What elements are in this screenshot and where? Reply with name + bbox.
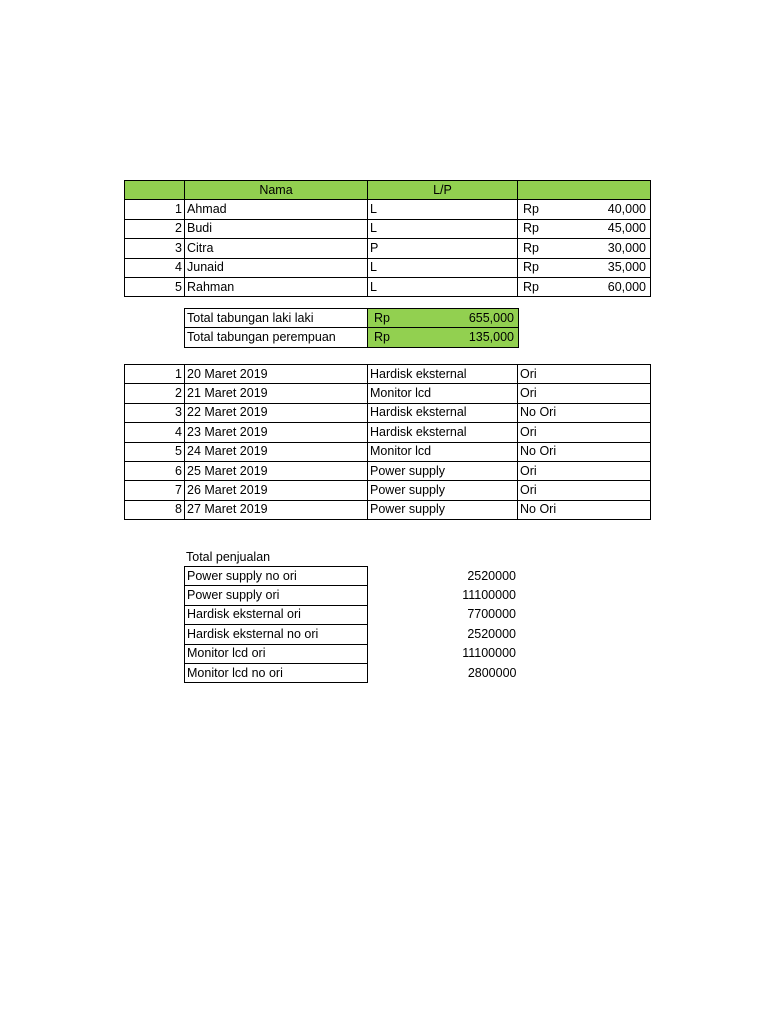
name-cell: Ahmad: [185, 200, 368, 219]
table-row: [125, 200, 651, 219]
table-row: [125, 365, 651, 384]
status-cell: Ori: [518, 423, 651, 442]
row-number: 7: [125, 481, 185, 500]
table-row: [185, 605, 519, 624]
row-number: 6: [125, 461, 185, 480]
table-row: [185, 625, 519, 644]
currency-label: Rp: [523, 221, 539, 236]
row-number: 3: [125, 403, 185, 422]
total-label: Total tabungan laki laki: [185, 309, 368, 328]
name-cell: Junaid: [185, 258, 368, 277]
amount-value: 30,000: [607, 240, 646, 255]
date-cell: 22 Maret 2019: [185, 403, 368, 422]
total-amount-cell: [368, 309, 519, 328]
currency-label: Rp: [523, 202, 539, 217]
date-cell: 20 Maret 2019: [185, 365, 368, 384]
gender-cell: L: [368, 200, 518, 219]
amount-cell: [518, 277, 651, 296]
amount-value: 40,000: [607, 202, 646, 217]
table-row: [125, 258, 651, 277]
status-cell: No Ori: [518, 403, 651, 422]
table-row: [125, 461, 651, 480]
row-number: 4: [125, 423, 185, 442]
sales-table: [124, 364, 651, 520]
amount-cell: [518, 239, 651, 258]
header-lp: L/P: [368, 181, 518, 200]
amount-value: 35,000: [607, 260, 646, 275]
amount-cell: [518, 200, 651, 219]
sales-total-value: 7700000: [467, 607, 516, 622]
table-row: [125, 500, 651, 519]
row-number: 8: [125, 500, 185, 519]
name-cell: Budi: [185, 219, 368, 238]
savings-header-row: [125, 181, 651, 200]
product-cell: Hardisk eksternal: [368, 403, 518, 422]
row-number: 4: [125, 258, 185, 277]
total-amount-cell: [368, 328, 519, 347]
status-cell: Ori: [518, 365, 651, 384]
row-number: 5: [125, 442, 185, 461]
table-row: [125, 384, 651, 403]
currency-label: Rp: [374, 310, 390, 325]
table-row: [125, 277, 651, 296]
sales-totals-title: Total penjualan: [186, 550, 271, 564]
table-row: [125, 442, 651, 461]
amount-cell: [518, 258, 651, 277]
product-cell: Hardisk eksternal: [368, 423, 518, 442]
total-amount-value: 655,000: [468, 310, 514, 325]
currency-label: Rp: [523, 279, 539, 294]
table-row: [125, 481, 651, 500]
product-cell: Power supply: [368, 461, 518, 480]
currency-label: Rp: [523, 260, 539, 275]
header-amount: [518, 181, 651, 200]
total-amount-value: 135,000: [468, 330, 514, 345]
savings-totals-table: [184, 308, 519, 348]
date-cell: 21 Maret 2019: [185, 384, 368, 403]
table-row: [185, 644, 519, 663]
product-cell: Hardisk eksternal: [368, 365, 518, 384]
table-row: [185, 567, 519, 586]
status-cell: No Ori: [518, 442, 651, 461]
sales-total-label: Monitor lcd no ori: [185, 663, 368, 682]
table-row: [185, 586, 519, 605]
header-no: [125, 181, 185, 200]
sales-total-label: Hardisk eksternal ori: [185, 605, 368, 624]
sales-total-label: Power supply no ori: [185, 567, 368, 586]
sales-total-value: 2520000: [467, 568, 516, 583]
name-cell: Citra: [185, 239, 368, 258]
date-cell: 24 Maret 2019: [185, 442, 368, 461]
table-row: [185, 309, 519, 328]
sales-total-value: 2800000: [467, 665, 517, 680]
status-cell: Ori: [518, 481, 651, 500]
table-row: [125, 423, 651, 442]
name-cell: Rahman: [185, 277, 368, 296]
product-cell: Power supply: [368, 481, 518, 500]
total-label: Total tabungan perempuan: [185, 328, 368, 347]
sales-total-label: Power supply ori: [185, 586, 368, 605]
sales-total-value: 11100000: [462, 588, 516, 603]
amount-cell: [518, 219, 651, 238]
table-row: [125, 403, 651, 422]
status-cell: No Ori: [518, 500, 651, 519]
sales-total-label: Hardisk eksternal no ori: [185, 625, 368, 644]
amount-value: 45,000: [607, 221, 646, 236]
gender-cell: L: [368, 277, 518, 296]
header-nama: Nama: [185, 181, 368, 200]
row-number: 3: [125, 239, 185, 258]
status-cell: Ori: [518, 384, 651, 403]
currency-label: Rp: [523, 240, 539, 255]
savings-table: [124, 180, 651, 297]
gender-cell: L: [368, 258, 518, 277]
sales-total-value: 11100000: [462, 646, 516, 661]
table-row: [185, 328, 519, 347]
product-cell: Power supply: [368, 500, 518, 519]
row-number: 2: [125, 219, 185, 238]
gender-cell: L: [368, 219, 518, 238]
amount-value: 60,000: [607, 279, 646, 294]
sales-total-value: 2520000: [467, 626, 516, 641]
table-row: [125, 219, 651, 238]
sales-total-label: Monitor lcd ori: [185, 644, 368, 663]
row-number: 5: [125, 277, 185, 296]
date-cell: 26 Maret 2019: [185, 481, 368, 500]
row-number: 2: [125, 384, 185, 403]
table-row: [125, 239, 651, 258]
product-cell: Monitor lcd: [368, 384, 518, 403]
status-cell: Ori: [518, 461, 651, 480]
currency-label: Rp: [374, 330, 390, 345]
date-cell: 27 Maret 2019: [185, 500, 368, 519]
date-cell: 23 Maret 2019: [185, 423, 368, 442]
sales-totals-table: [184, 566, 519, 683]
product-cell: Monitor lcd: [368, 442, 518, 461]
gender-cell: P: [368, 239, 518, 258]
row-number: 1: [125, 200, 185, 219]
date-cell: 25 Maret 2019: [185, 461, 368, 480]
row-number: 1: [125, 365, 185, 384]
table-row: [185, 663, 519, 682]
